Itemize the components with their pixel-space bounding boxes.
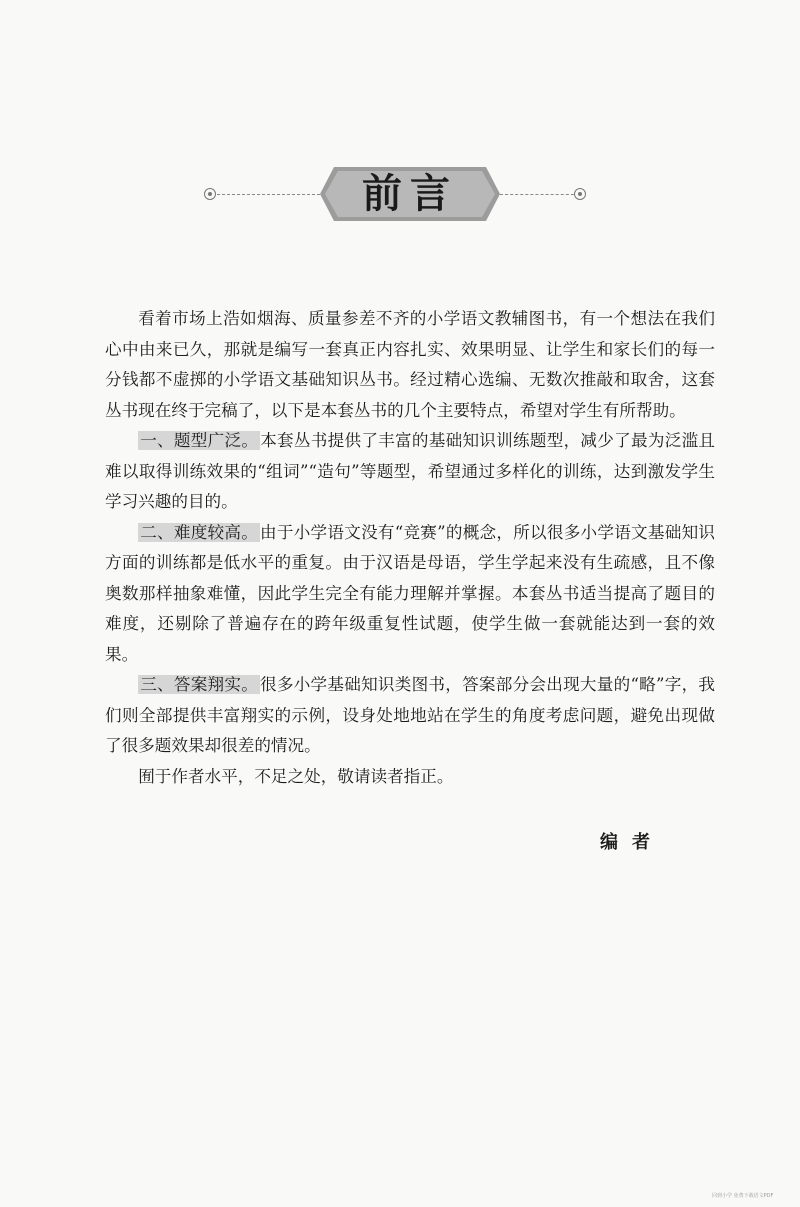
title-banner — [200, 163, 600, 227]
signature: 编者 — [600, 832, 664, 853]
paragraph-text: 很多小学基础知识类图书，答案部分会出现大量的“略”字，我们则全部提供丰富翔实的示例，设身处地地站在学生的角度考虑问题，避免出现做了很多题效果却很差的情况。 — [105, 675, 716, 755]
paragraph-text: 看着市场上浩如烟海、质量参差不齐的小学语文教辅图书，有一个想法在我们心中由来已久，那就是编写一套真正内容扎实、效果明显、让学生和家长们的每一分钱都不虚掷的小学语文基础知识丛书。经过精心选编、无数次推敲和取舍，这套丛书现在终于完稿了，以下是本套丛书的几个主要特点，希望对学生有所帮助。 — [105, 309, 715, 420]
title-dashed-line-left — [212, 194, 320, 195]
paragraph-text: 囿于作者水平，不足之处，敬请读者指正。 — [138, 766, 454, 786]
preface-body — [105, 304, 715, 792]
footer-watermark: 回到小学 免费下载语文PDF — [712, 1193, 774, 1199]
paragraph-intro — [105, 304, 715, 426]
paragraph-text: 本套丛书提供了丰富的基础知识训练题型，减少了最为泛滥且难以取得训练效果的“组词”“造句”等题型，希望通过多样化的训练，达到激发学生学习兴趣的目的。 — [105, 431, 716, 511]
title-badge — [320, 163, 500, 225]
paragraph-feature-2 — [105, 518, 715, 671]
page-title: 前言 — [362, 171, 458, 217]
feature-heading: 三、答案翔实。 — [140, 675, 259, 694]
paragraph-feature-3 — [105, 670, 715, 762]
title-circle-ornament-left — [204, 188, 216, 200]
title-dashed-line-right — [500, 194, 584, 195]
paragraph-text: 由于小学语文没有“竞赛”的概念，所以很多小学语文基础知识方面的训练都是低水平的重复。由于汉语是母语，学生学起来没有生疏感，且不像奥数那样抽象难懂，因此学生完全有能力理解并掌握。本套丛书适当提高了题目的难度，还剔除了普遍存在的跨年级重复性试题，使学生做一套就能达到一套的效果。 — [105, 522, 716, 664]
feature-heading: 一、题型广泛。 — [140, 431, 259, 450]
paragraph-feature-1 — [105, 426, 715, 518]
feature-heading: 二、难度较高。 — [140, 522, 259, 542]
paragraph-closing — [105, 762, 715, 793]
title-circle-ornament-right — [574, 188, 586, 200]
